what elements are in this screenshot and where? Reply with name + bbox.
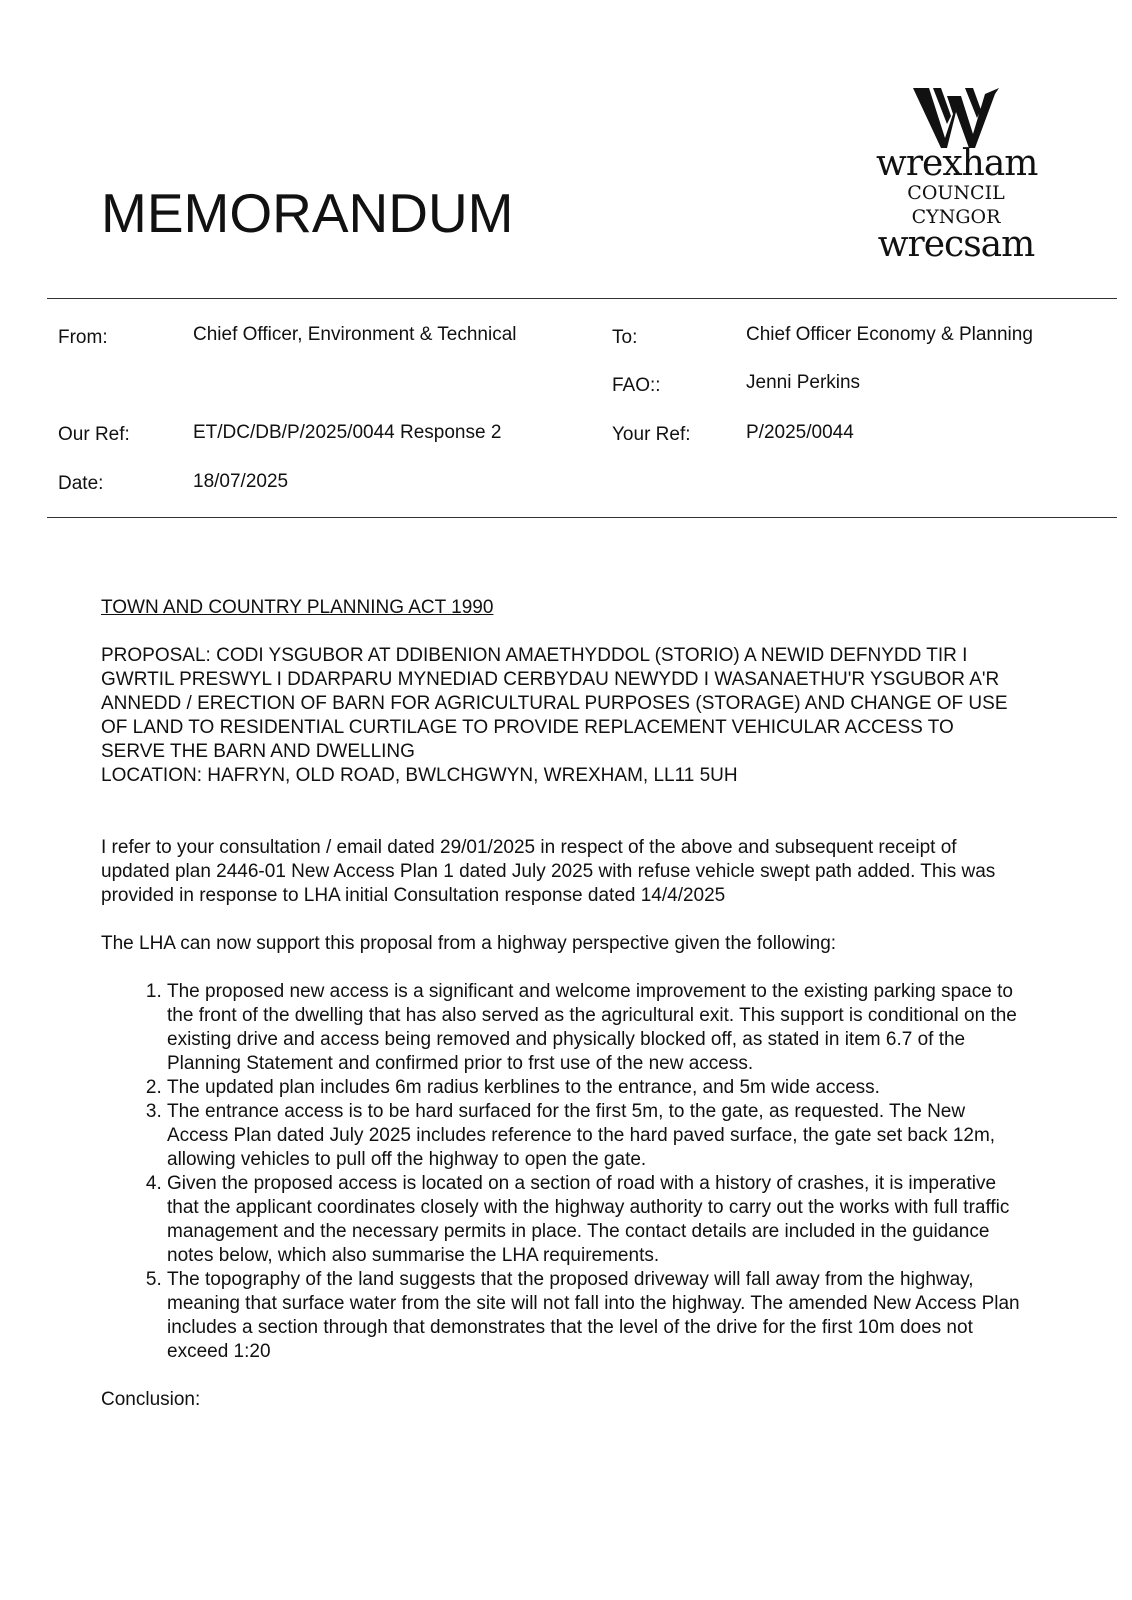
logo-wrecsam: wrecsam — [877, 224, 1035, 265]
fao-value: Jenni Perkins — [746, 372, 861, 393]
intro-paragraph: I refer to your consultation / email dated 29/01/2025 in respect of the above and subsequent receipt of updated plan 2446-01 New Access Plan 1 dated July 2025 with refuse vehicle swept path added. This was provided in response to LHA initial Consultation response dated 14/4/2025 — [101, 837, 996, 906]
council-logo — [876, 86, 1036, 276]
fao-label: FAO:: — [612, 375, 661, 396]
logo-wrexham: wrexham — [876, 143, 1038, 184]
your-ref-value: P/2025/0044 — [746, 422, 854, 443]
memo-body — [101, 596, 1021, 1412]
list-item: 5. The topography of the land suggests that the proposed driveway will fall away from the highway, meaning that surface water from the site will not fall into the highway. The amended New Access Plan includes a section through that demonstrates that the level of the drive for the first 10m does not exceed 1:20 — [167, 1268, 1021, 1364]
conclusion-heading: Conclusion: — [101, 1389, 201, 1410]
support-paragraph: The LHA can now support this proposal from a highway perspective given the following: — [101, 933, 837, 954]
act-heading: TOWN AND COUNTRY PLANNING ACT 1990 — [101, 597, 494, 618]
header-top-rule — [47, 298, 1117, 299]
date-label: Date: — [58, 473, 104, 494]
list-item: 1. The proposed new access is a significant and welcome improvement to the existing parking space to the front of the dwelling that has also served as the agricultural exit. This support is conditional on the existing drive and access being removed and physically blocked off, as stated in item 6.7 of the Planning Statement and confirmed prior to frst use of the new access. — [167, 980, 1021, 1076]
to-label: To: — [612, 327, 638, 348]
list-item: 4. Given the proposed access is located on a section of road with a history of crashes, it is imperative that the applicant coordinates closely with the highway authority to carry out the works with full traffic management and the necessary permits in place. The contact details are included in the guidance notes below, which also summarise the LHA requirements. — [167, 1172, 1021, 1268]
logo-cyngor: CYNGOR — [911, 206, 1001, 228]
our-ref-value: ET/DC/DB/P/2025/0044 Response 2 — [193, 422, 502, 443]
to-value: Chief Officer Economy & Planning — [746, 324, 1033, 345]
location-text: LOCATION: HAFRYN, OLD ROAD, BWLCHGWYN, WREXHAM, LL11 5UH — [101, 765, 738, 786]
list-item: 3. The entrance access is to be hard surfaced for the first 5m, to the gate, as requested. The New Access Plan dated July 2025 includes reference to the hard paved surface, the gate set back 12m, allowing vehicles to pull off the highway to open the gate. — [167, 1100, 1021, 1172]
logo-council: COUNCIL — [907, 182, 1005, 204]
list-item: 2. The updated plan includes 6m radius kerblines to the entrance, and 5m wide access. — [167, 1076, 1021, 1100]
memo-title: MEMORANDUM — [101, 182, 514, 244]
your-ref-label: Your Ref: — [612, 424, 691, 445]
from-label: From: — [58, 327, 108, 348]
date-value: 18/07/2025 — [193, 471, 289, 492]
w-emblem-icon — [911, 86, 1001, 150]
our-ref-label: Our Ref: — [58, 424, 130, 445]
conditions-list — [101, 980, 1021, 1364]
from-value: Chief Officer, Environment & Technical — [193, 324, 517, 345]
header-bottom-rule — [47, 517, 1117, 518]
proposal-text: PROPOSAL: CODI YSGUBOR AT DDIBENION AMAETHYDDOL (STORIO) A NEWID DEFNYDD TIR I GWRTIL PRESWYL I DDARPARU MYNEDIAD CERBYDAU NEWYDD I WASANAETHU'R YSGUBOR A'R ANNEDD / ERECTION OF BARN FOR AGRICULTURAL PURPOSES (STORAGE) AND CHANGE OF USE OF LAND TO RESIDENTIAL CURTILAGE TO PROVIDE REPLACEMENT VEHICULAR ACCESS TO SERVE THE BARN AND DWELLING — [101, 645, 1008, 762]
